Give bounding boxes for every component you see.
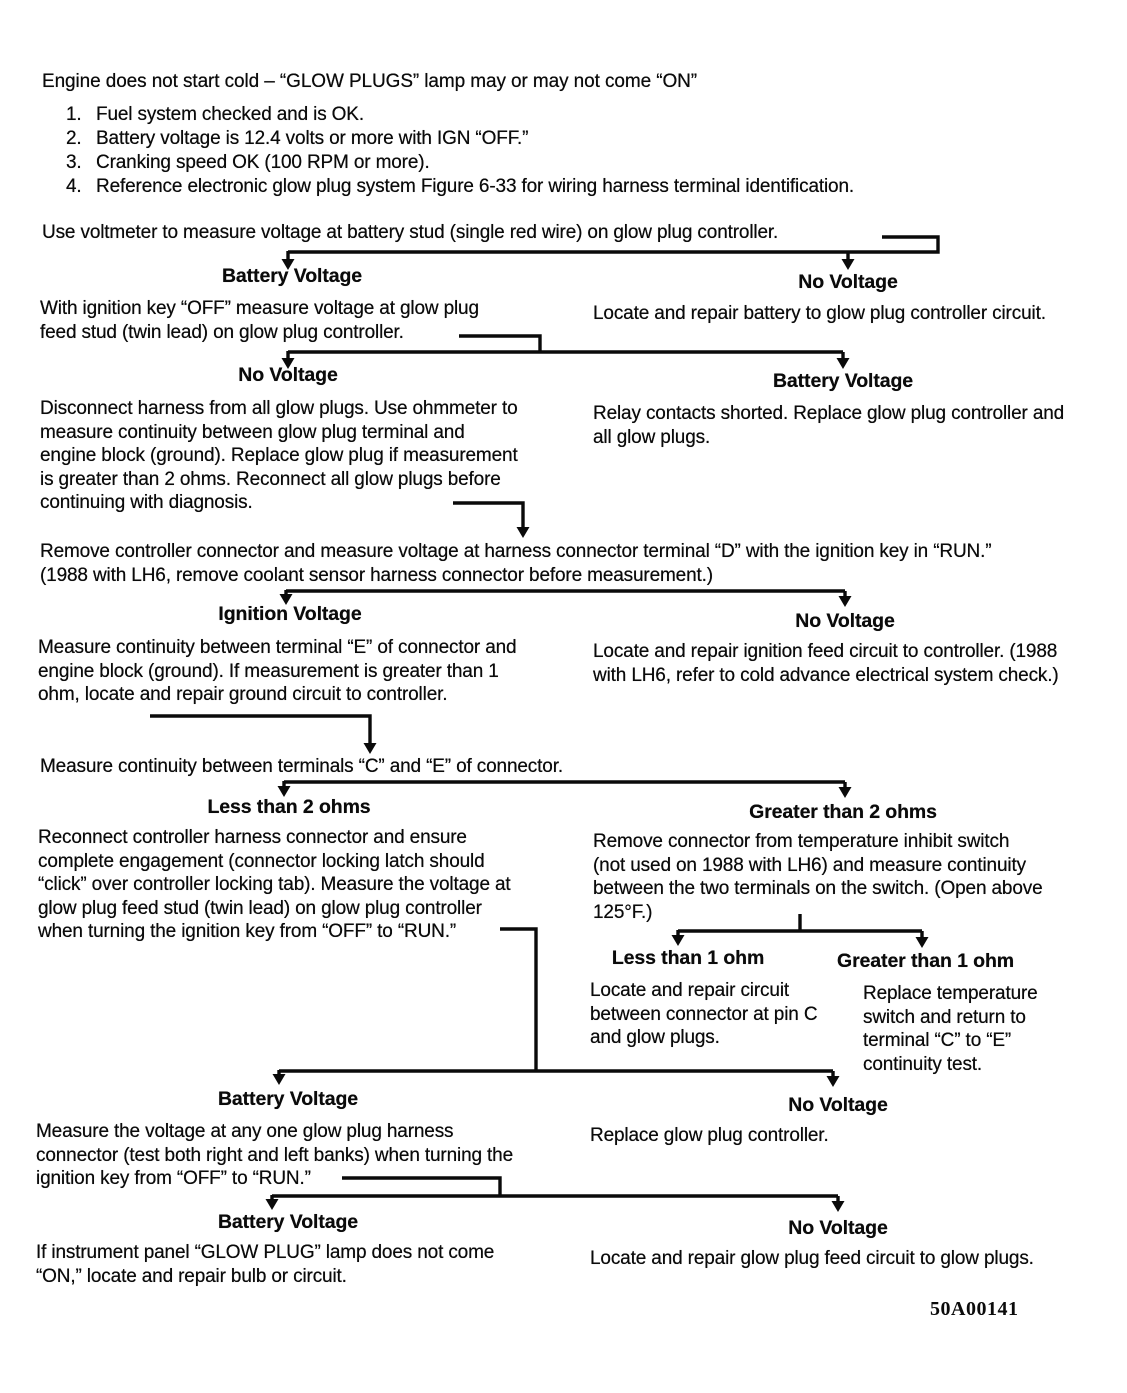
split4-connector — [284, 781, 845, 787]
branch-label-ignition-voltage: Ignition Voltage — [218, 603, 362, 625]
checklist-item-number: 3. — [66, 152, 82, 173]
branch-text-right: Locate and repair battery to glow plug controller circuit. — [593, 303, 1046, 324]
branch-label-battery-voltage: Battery Voltage — [772, 370, 914, 392]
flow-step-terminal-d-line1: Remove controller connector and measure voltage at harness connector terminal “D” with the ignition key in “RUN.” — [40, 541, 992, 562]
branch-label-less-than-1-ohm: Less than 1 ohm — [611, 947, 765, 969]
checklist-item — [66, 128, 1066, 150]
checklist-item-text: Fuel system checked and is OK. — [96, 104, 364, 125]
checklist-item-text: Battery voltage is 12.4 volts or more with IGN “OFF.” — [96, 128, 529, 149]
checklist-item-number: 4. — [66, 176, 82, 197]
branch-text-right: Locate and repair ignition feed circuit to controller. (1988 with LH6, refer to cold advance electrical system check.) — [593, 641, 1059, 686]
branch-text-right: Replace temperature switch and return to terminal “C” to “E” continuity test. — [863, 983, 1038, 1075]
branch-label-less-than-2-ohms: Less than 2 ohms — [207, 796, 371, 818]
branch-text-right: Locate and repair glow plug feed circuit to glow plugs. — [590, 1248, 1034, 1269]
branch-label-battery-voltage: Battery Voltage — [217, 1211, 359, 1233]
branch-label-no-voltage: No Voltage — [798, 271, 898, 293]
branch-label-battery-voltage: Battery Voltage — [217, 1088, 359, 1110]
branch-label-no-voltage: No Voltage — [788, 1094, 888, 1116]
branch-text-left: If instrument panel “GLOW PLUG” lamp does not come “ON,” locate and repair bulb or circuit. — [36, 1242, 495, 1287]
branch-label-no-voltage: No Voltage — [788, 1217, 888, 1239]
checklist-item — [66, 152, 1066, 174]
branch-label-no-voltage: No Voltage — [238, 364, 338, 386]
checklist-item-text: Reference electronic glow plug system Figure 6-33 for wiring harness terminal identification. — [96, 176, 855, 197]
split3-connector — [286, 590, 845, 596]
branch-text-right: Relay contacts shorted. Replace glow plug controller and all glow plugs. — [593, 403, 1065, 448]
branch-text-left: With ignition key “OFF” measure voltage at glow plug feed stud (twin lead) on glow plug controller. — [40, 298, 479, 343]
branch-text-left: Disconnect harness from all glow plugs. Use ohmmeter to measure continuity between glow plug terminal and engine block (ground). Replace glow plug if measurement is greater than 2 ohms. Reconnect all glow plugs before continuing with diagnosis. — [40, 398, 518, 513]
branch-text-right: Remove connector from temperature inhibit switch (not used on 1988 with LH6) and measure continuity between the two terminals on the switch. (Open above 125°F.) — [593, 831, 1043, 923]
branch-text-left: Reconnect controller harness connector and ensure complete engagement (connector locking latch should “click” over controller locking tab). Measure the voltage at glow plug feed stud (twin lead) on glow plug controller when turning the ignition key from “OFF” to “RUN.” — [38, 827, 511, 942]
branch-text-left: Locate and repair circuit between connector at pin C and glow plugs. — [590, 980, 818, 1048]
figure-code: 50A00141 — [930, 1298, 1019, 1320]
step3-feed-connector — [150, 716, 370, 743]
branch-text-right: Replace glow plug controller. — [590, 1125, 829, 1146]
flow-step-battery-stud: Use voltmeter to measure voltage at battery stud (single red wire) on glow plug controller. — [42, 222, 779, 243]
checklist-item-text: Cranking speed OK (100 RPM or more). — [96, 152, 430, 173]
checklist-item-number: 2. — [66, 128, 82, 149]
checklist-item — [66, 104, 1066, 126]
branch-label-battery-voltage: Battery Voltage — [221, 265, 363, 287]
branch-label-greater-than-2-ohms: Greater than 2 ohms — [749, 801, 937, 823]
branch-label-greater-than-1-ohm: Greater than 1 ohm — [837, 950, 1014, 972]
checklist-item — [66, 176, 1076, 198]
flow-step-terminal-d-line2: (1988 with LH6, remove coolant sensor harness connector before measurement.) — [40, 565, 713, 586]
branch-label-no-voltage: No Voltage — [795, 610, 895, 632]
flow-step-continuity-c-e: Measure continuity between terminals “C” and “E” of connector. — [40, 756, 563, 777]
branch-text-left: Measure the voltage at any one glow plug harness connector (test both right and left banks) when turning the ignition key from “OFF” to “RUN.” — [36, 1121, 513, 1189]
branch-text-left: Measure continuity between terminal “E” of connector and engine block (ground). If measurement is greater than 1 ohm, locate and repair ground circuit to controller. — [38, 637, 517, 705]
page-title: Engine does not start cold – “GLOW PLUGS” lamp may or may not come “ON” — [42, 71, 697, 92]
checklist-item-number: 1. — [66, 104, 82, 125]
